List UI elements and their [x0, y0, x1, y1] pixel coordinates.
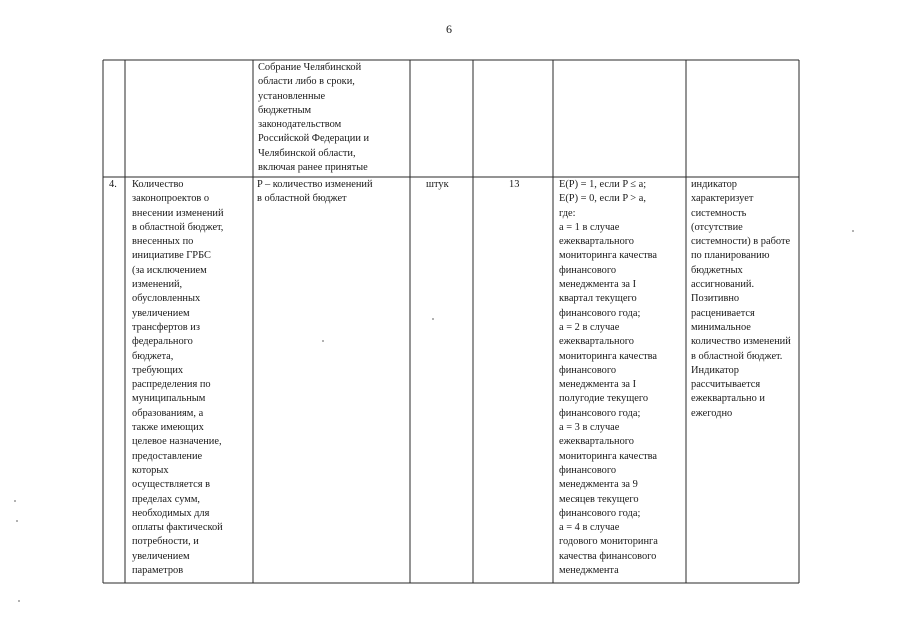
evaluation-formula: E(P) = 1, если P ≤ a; E(P) = 0, если P > a, где: a = 1 в случае ежеквартального мониторинга качества финансового менеджмента за I квартал текущего финансового года; a = 2 в случае ежеквартального мониторинга качества финансового менеджмента за I полугодие текущего финансового года; a = 3 в случае ежеквартального мониторинга качества финансового менеджмента за 9 месяцев текущего финансового года; a = 4 в случае годового мониторинга качества финансового менеджмента	[559, 179, 658, 577]
indicator-name: Количество законопроектов о внесении изменений в областной бюджет, внесенных по инициативе ГРБС (за исключением изменений, обусловленных увеличением трансфертов из федерального бюджета, требующих распределения по муниципальным образованиям, а также имеющих целевое назначение, предоставление которых осуществляется в пределах сумм, необходимых для оплаты фактической потребности, и увеличением параметров	[132, 179, 224, 577]
scan-speck	[14, 500, 16, 502]
scan-speck	[18, 600, 20, 602]
indicator-comment: индикатор характеризует системность (отсутствие системности) в работе по планированию бюджетных ассигнований. Позитивно расценивается минимальное количество изменений в областной бюджет. Индикатор рассчитывается ежеквартально и ежегодно	[691, 179, 791, 419]
scan-speck	[432, 318, 434, 320]
scan-speck	[16, 520, 18, 522]
row-number: 4.	[109, 179, 117, 190]
unit-of-measure: штук	[426, 179, 449, 190]
indicator-weight: 13	[509, 179, 520, 190]
indicator-formula: P – количество изменений в областной бюджет	[257, 179, 373, 205]
scan-speck	[852, 230, 854, 232]
continuation-indicator-description: Собрание Челябинской области либо в сроки, установленные бюджетным законодательством Российской Федерации и Челябинской области, включая ранее принятые	[258, 62, 370, 174]
scan-speck	[322, 340, 324, 342]
page-number: 6	[446, 22, 452, 36]
